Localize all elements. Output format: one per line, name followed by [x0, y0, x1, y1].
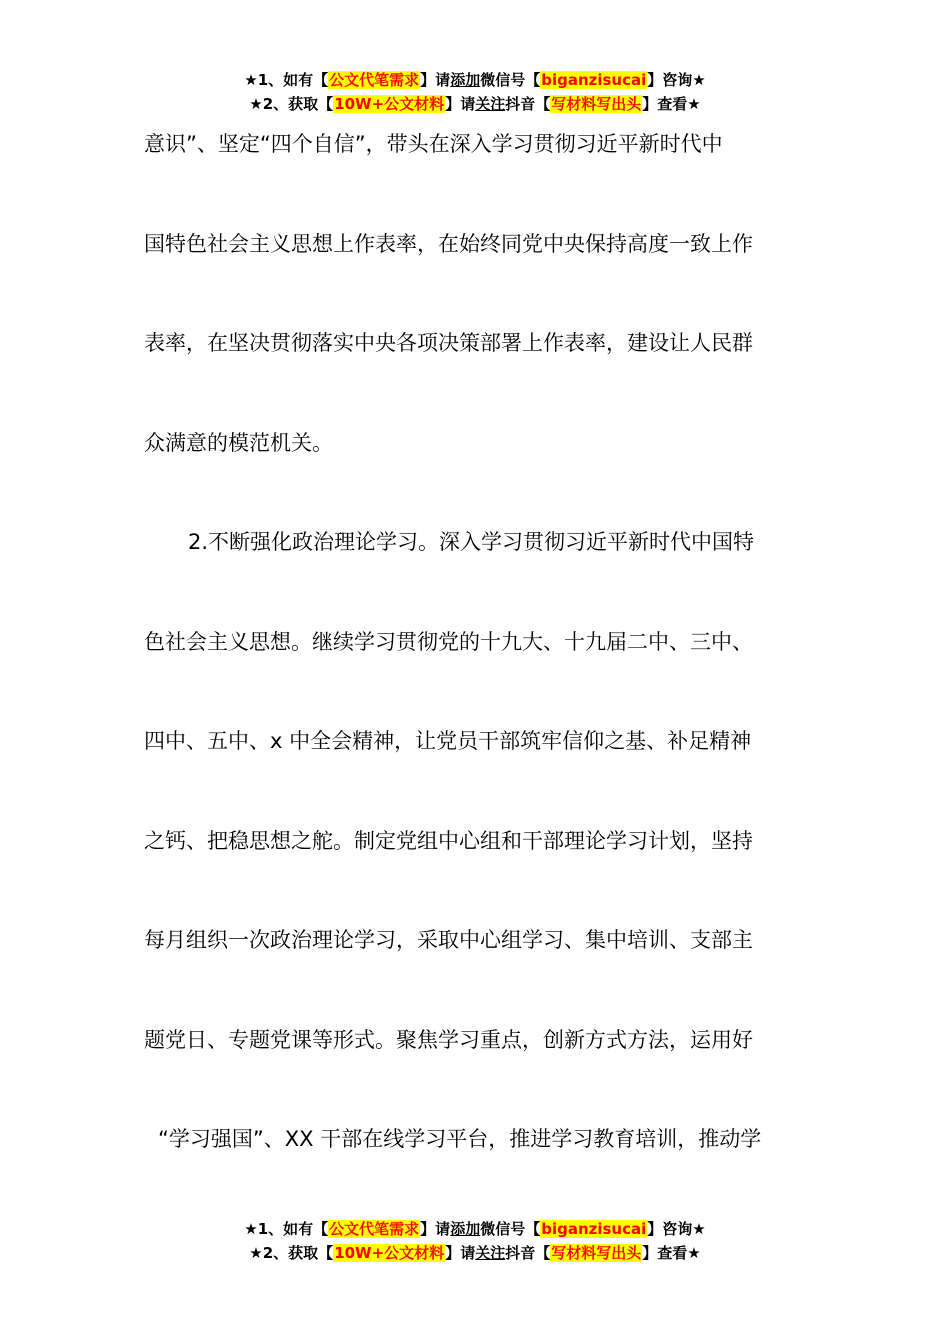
document-body — [144, 121, 809, 1216]
banner-text: 微信号【 — [480, 71, 541, 89]
body-line: 四中、五中、x 中全会精神，让党员干部筑牢信仰之基、补足精神 — [144, 729, 752, 753]
body-line: 意识”、坚定“四个自信”，带头在深入学习贯彻习近平新时代中 — [144, 132, 723, 156]
body-line: 每月组织一次政治理论学习，采取中心组学习、集中培训、支部主 — [144, 928, 753, 952]
banner-text: 抖音【 — [505, 95, 551, 113]
underlined-text: 关注 — [475, 1244, 506, 1262]
body-line: 表率，在坚决贯彻落实中央各项决策部署上作表率，建设让人民群 — [144, 331, 753, 355]
paragraph-start-line: 2.不断强化政治理论学习。深入学习贯彻习近平新时代中国特 — [188, 530, 755, 554]
underlined-text: 添加 — [450, 1220, 481, 1238]
banner-line-2 — [0, 1241, 950, 1265]
highlight-materials: 10W+公文材料 — [334, 1244, 445, 1262]
banner-text: 抖音【 — [505, 1244, 551, 1262]
highlight-service: 公文代笔需求 — [329, 71, 420, 89]
underlined-text: 添加 — [450, 71, 481, 89]
banner-text: 微信号【 — [480, 1220, 541, 1238]
highlight-douyin-account: 写材料写出头 — [551, 95, 642, 113]
banner-text: ★2、获取【 — [249, 1244, 334, 1262]
highlight-wechat-id: biganzisucai — [541, 1220, 647, 1238]
body-line: 众满意的模范机关。 — [144, 430, 333, 455]
banner-text: 】请 — [445, 1244, 476, 1262]
body-line: “学习强国”、XX 干部在线学习平台，推进学习教育培训，推动学 — [158, 1127, 762, 1151]
banner-line-1 — [0, 68, 950, 92]
highlight-service: 公文代笔需求 — [329, 1220, 420, 1238]
banner-text: 】查看★ — [642, 95, 701, 113]
banner-text: 】请 — [445, 95, 476, 113]
body-line: 色社会主义思想。继续学习贯彻党的十九大、十九届二中、三中、 — [144, 629, 753, 654]
banner-line-2 — [0, 92, 950, 116]
highlight-wechat-id: biganzisucai — [541, 71, 647, 89]
banner-text: ★2、获取【 — [249, 95, 334, 113]
banner-text: ★1、如有【 — [244, 1220, 329, 1238]
banner-text: 】查看★ — [642, 1244, 701, 1262]
banner-text: 】咨询★ — [647, 71, 706, 89]
header-banner — [0, 68, 950, 116]
banner-text: ★1、如有【 — [244, 71, 329, 89]
body-line: 国特色社会主义思想上作表率，在始终同党中央保持高度一致上作 — [144, 231, 753, 256]
banner-line-1 — [0, 1217, 950, 1241]
footer-banner — [0, 1217, 950, 1265]
banner-text: 】请 — [420, 71, 451, 89]
banner-text: 】请 — [420, 1220, 451, 1238]
body-line: 题党日、专题党课等形式。聚焦学习重点，创新方式方法，运用好 — [144, 1027, 753, 1052]
highlight-materials: 10W+公文材料 — [334, 95, 445, 113]
body-line: 之钙、把稳思想之舵。制定党组中心组和干部理论学习计划，坚持 — [144, 828, 753, 853]
underlined-text: 关注 — [475, 95, 506, 113]
banner-text: 】咨询★ — [647, 1220, 706, 1238]
highlight-douyin-account: 写材料写出头 — [551, 1244, 642, 1262]
